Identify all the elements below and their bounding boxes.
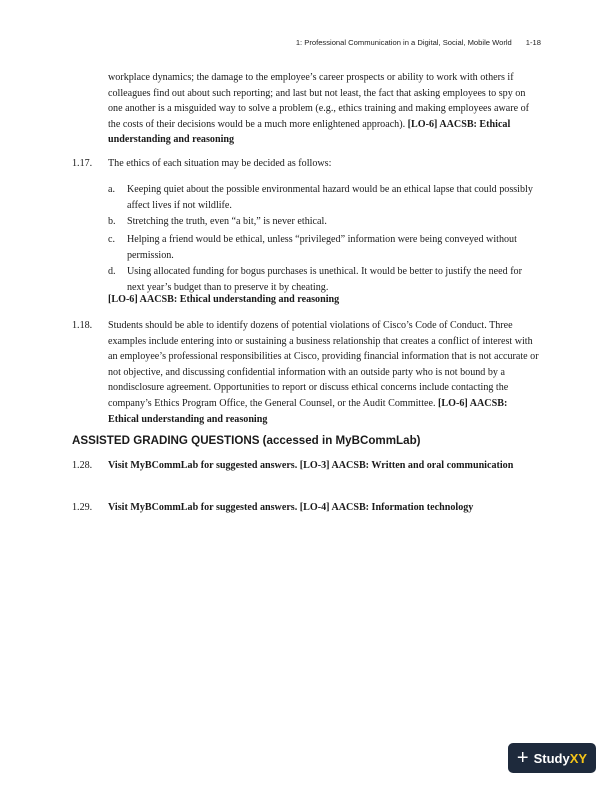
header-title: 1: Professional Communication in a Digital, Social, Mobile World <box>295 38 512 47</box>
list-item-letter: a. <box>108 184 116 195</box>
intro-text: workplace dynamics; the damage to the employee’s career prospects or ability to work with others if colleagues find out about such reporting; and last but not least, the fact that asking employees to spy on one another is a misguided way to solve a problem (e.g., ethics training and making employees aware of the costs of their decisions would be a much more enlightened approach). <box>108 72 530 130</box>
intro-tag: [LO-6] AACSB: Ethical understanding and reasoning <box>108 118 511 146</box>
q128-number: 1.28. <box>72 460 93 471</box>
q118-text: Students should be able to identify dozens of potential violations of Cisco’s Code of Conduct. Three examples include entering into or sustaining a business relationship that creates a conflict of interest with an employee’s professional responsibilities at Cisco, providing financial information that is not accurate or not objective, and discussing confidential information with an outside party who is not bound by a nondisclosure agreement. Opportunities to report or discuss ethical concerns include contacting the company’s Ethics Program Office, the General Counsel, or the Audit Committee. <box>108 320 539 409</box>
intro-paragraph <box>108 70 540 148</box>
q118-paragraph <box>108 318 540 427</box>
q118-number: 1.18. <box>72 320 93 331</box>
list-item-text: Keeping quiet about the possible environmental hazard would be an ethical lapse that could possibly affect lives if not wildlife. <box>127 184 533 211</box>
q117-tag: [LO-6] AACSB: Ethical understanding and reasoning <box>108 294 340 305</box>
badge-brand: Study <box>533 750 570 766</box>
list-item-text: Stretching the truth, even “a bit,” is never ethical. <box>127 216 327 227</box>
q117-text: The ethics of each situation may be decided as follows: <box>108 158 332 169</box>
q117-number: 1.17. <box>72 158 93 169</box>
q129-text: Visit MyBCommLab for suggested answers. [LO-4] AACSB: Information technology <box>108 502 474 513</box>
plus-icon: + <box>516 747 529 769</box>
list-item <box>108 264 540 295</box>
list-item-text: Helping a friend would be ethical, unless “privileged” information were being conveyed without permission. <box>127 234 517 261</box>
badge-brand-accent: XY <box>569 750 588 766</box>
page-number: 1-18 <box>525 38 541 47</box>
q129-number: 1.29. <box>72 502 93 513</box>
list-item <box>108 232 540 263</box>
list-item-letter: d. <box>108 266 116 277</box>
page-header <box>296 38 541 47</box>
q118-tag: [LO-6] AACSB: Ethical understanding and reasoning <box>108 397 508 425</box>
section-heading: ASSISTED GRADING QUESTIONS (accessed in MyBCommLab) <box>72 434 421 447</box>
studyxy-badge[interactable] <box>508 743 596 773</box>
list-item <box>108 182 540 213</box>
list-item-letter: b. <box>108 216 116 227</box>
list-item-letter: c. <box>108 234 116 245</box>
list-item-text: Using allocated funding for bogus purchases is unethical. It would be better to justify the need for next year’s budget than to preserve it by cheating. <box>127 266 522 293</box>
list-item <box>108 214 540 230</box>
q128-text: Visit MyBCommLab for suggested answers. [LO-3] AACSB: Written and oral communication <box>108 460 514 471</box>
